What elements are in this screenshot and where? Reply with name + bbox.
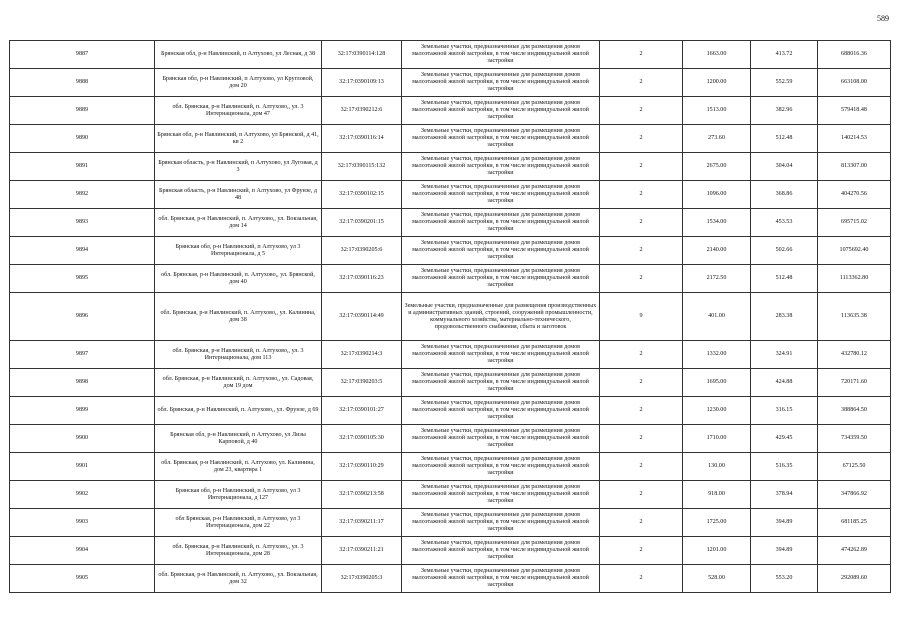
table-row <box>10 509 891 537</box>
table-row <box>10 537 891 565</box>
table-row <box>10 369 891 397</box>
cadastral-number-cell: 32:17:0390211:17 <box>322 509 402 537</box>
use-group-cell: 2 <box>600 341 683 369</box>
cadastral-value-cell: 813307.00 <box>818 153 891 181</box>
record-number-cell: 9892 <box>10 181 155 209</box>
address-cell: Брянская обл, р-н Навлинский, п Алтухово, ул Лизы Карповой, д 40 <box>155 425 322 453</box>
use-group-cell: 2 <box>600 565 683 593</box>
address-cell: обл Брянская, р-н Навлинский, п Алтухово, ул 3 Интернационала, дом 22 <box>155 509 322 537</box>
use-group-cell: 2 <box>600 397 683 425</box>
specific-value-cell: 502.66 <box>751 237 818 265</box>
record-number-cell: 9897 <box>10 341 155 369</box>
record-number-cell: 9905 <box>10 565 155 593</box>
area-cell: 2172.50 <box>683 265 751 293</box>
area-cell: 1695.00 <box>683 369 751 397</box>
land-use-cell: Земельные участки, предназначенные для размещения домов малоэтажной жилой застройки, в том числе индивидуальной жилой застройки <box>402 209 600 237</box>
address-cell: Брянская обл, р-н Навлинский, п Алтухово, ул Брянской, д 41, кв 2 <box>155 125 322 153</box>
cadastral-value-cell: 1113362.80 <box>818 265 891 293</box>
use-group-cell: 2 <box>600 209 683 237</box>
use-group-cell: 2 <box>600 537 683 565</box>
table-body <box>10 41 891 593</box>
land-use-cell: Земельные участки, предназначенные для размещения домов малоэтажной жилой застройки, в том числе индивидуальной жилой застройки <box>402 565 600 593</box>
land-use-cell: Земельные участки, предназначенные для размещения домов малоэтажной жилой застройки, в том числе индивидуальной жилой застройки <box>402 181 600 209</box>
address-cell: обл. Брянская, р-н Навлинский, п. Алтухово,, ул. 3 Интернационала, дом 28 <box>155 537 322 565</box>
record-number-cell: 9898 <box>10 369 155 397</box>
cadastral-value-cell: 140214.53 <box>818 125 891 153</box>
record-number-cell: 9895 <box>10 265 155 293</box>
use-group-cell: 9 <box>600 293 683 341</box>
table-row <box>10 341 891 369</box>
area-cell: 1201.00 <box>683 537 751 565</box>
record-number-cell: 9899 <box>10 397 155 425</box>
table-row <box>10 181 891 209</box>
area-cell: 130.00 <box>683 453 751 481</box>
area-cell: 1663.00 <box>683 41 751 69</box>
address-cell: Брянская обл, р-н Навлинский, п Алтухово, ул Кругловой, дом 20 <box>155 69 322 97</box>
cadastral-value-table <box>9 40 891 593</box>
land-use-cell: Земельные участки, предназначенные для размещения домов малоэтажной жилой застройки, в том числе индивидуальной жилой застройки <box>402 69 600 97</box>
table-row <box>10 237 891 265</box>
land-use-cell: Земельные участки, предназначенные для размещения домов малоэтажной жилой застройки, в том числе индивидуальной жилой застройки <box>402 341 600 369</box>
land-use-cell: Земельные участки, предназначенные для размещения домов малоэтажной жилой застройки, в том числе индивидуальной жилой застройки <box>402 509 600 537</box>
land-use-cell: Земельные участки, предназначенные для размещения домов малоэтажной жилой застройки, в том числе индивидуальной жилой застройки <box>402 153 600 181</box>
table-row <box>10 293 891 341</box>
land-use-cell: Земельные участки, предназначенные для размещения домов малоэтажной жилой застройки, в том числе индивидуальной жилой застройки <box>402 397 600 425</box>
use-group-cell: 2 <box>600 69 683 97</box>
table-row <box>10 125 891 153</box>
specific-value-cell: 316.15 <box>751 397 818 425</box>
cadastral-number-cell: 32:17:0390201:15 <box>322 209 402 237</box>
record-number-cell: 9901 <box>10 453 155 481</box>
use-group-cell: 2 <box>600 237 683 265</box>
address-cell: Брянская обл, р-н Навлинский, п Алтухово, ул 3 Интернационала, д 5 <box>155 237 322 265</box>
address-cell: Брянская обл, р-н Навлинский, п Алтухово, ул 3 Интернационала, д 127 <box>155 481 322 509</box>
table-row <box>10 69 891 97</box>
record-number-cell: 9900 <box>10 425 155 453</box>
land-use-cell: Земельные участки, предназначенные для размещения домов малоэтажной жилой застройки, в том числе индивидуальной жилой застройки <box>402 537 600 565</box>
record-number-cell: 9891 <box>10 153 155 181</box>
cadastral-value-cell: 688016.36 <box>818 41 891 69</box>
cadastral-value-cell: 579418.48 <box>818 97 891 125</box>
specific-value-cell: 382.96 <box>751 97 818 125</box>
table-row <box>10 425 891 453</box>
address-cell: обл. Брянская, р-н Навлинский, п. Алтухово,, ул. 3 Интернационала, дом 47 <box>155 97 322 125</box>
cadastral-number-cell: 32:17:0390213:58 <box>322 481 402 509</box>
use-group-cell: 2 <box>600 453 683 481</box>
specific-value-cell: 516.35 <box>751 453 818 481</box>
land-use-cell: Земельные участки, предназначенные для размещения домов малоэтажной жилой застройки, в том числе индивидуальной жилой застройки <box>402 237 600 265</box>
cadastral-value-cell: 388864.50 <box>818 397 891 425</box>
use-group-cell: 2 <box>600 41 683 69</box>
table-row <box>10 453 891 481</box>
use-group-cell: 2 <box>600 425 683 453</box>
record-number-cell: 9896 <box>10 293 155 341</box>
land-use-cell: Земельные участки, предназначенные для размещения домов малоэтажной жилой застройки, в том числе индивидуальной жилой застройки <box>402 453 600 481</box>
cadastral-number-cell: 32:17:0390205:3 <box>322 565 402 593</box>
land-use-cell: Земельные участки, предназначенные для размещения производственных и административных зданий, строений, сооружений промышленности, коммунального хозяйства, материально-технического, продовольственного снабжения, сбыта и заготовок <box>402 293 600 341</box>
cadastral-number-cell: 32:17:0390203:5 <box>322 369 402 397</box>
cadastral-value-cell: 695715.02 <box>818 209 891 237</box>
land-use-cell: Земельные участки, предназначенные для размещения домов малоэтажной жилой застройки, в том числе индивидуальной жилой застройки <box>402 41 600 69</box>
cadastral-value-cell: 347866.92 <box>818 481 891 509</box>
table-row <box>10 481 891 509</box>
page-number: 589 <box>877 14 889 23</box>
area-cell: 1200.00 <box>683 69 751 97</box>
cadastral-value-cell: 663108.00 <box>818 69 891 97</box>
record-number-cell: 9893 <box>10 209 155 237</box>
cadastral-value-cell: 474262.89 <box>818 537 891 565</box>
use-group-cell: 2 <box>600 153 683 181</box>
area-cell: 1710.00 <box>683 425 751 453</box>
address-cell: обл. Брянская, р-н Навлинский, п. Алтухово,, ул. Вокзальная, дом 32 <box>155 565 322 593</box>
cadastral-number-cell: 32:17:0390114:49 <box>322 293 402 341</box>
cadastral-number-cell: 32:17:0390109:13 <box>322 69 402 97</box>
area-cell: 1096.00 <box>683 181 751 209</box>
record-number-cell: 9904 <box>10 537 155 565</box>
address-cell: Брянская обл, р-н Навлинский, п Алтухово, ул Лесная, д 38 <box>155 41 322 69</box>
record-number-cell: 9894 <box>10 237 155 265</box>
cadastral-number-cell: 32:17:0390116:23 <box>322 265 402 293</box>
area-cell: 1230.00 <box>683 397 751 425</box>
cadastral-number-cell: 32:17:0390115:132 <box>322 153 402 181</box>
cadastral-value-cell: 681185.25 <box>818 509 891 537</box>
area-cell: 1332.00 <box>683 341 751 369</box>
cadastral-number-cell: 32:17:0390105:30 <box>322 425 402 453</box>
area-cell: 273.60 <box>683 125 751 153</box>
address-cell: обл. Брянская, р-н Навлинский, п. Алтухово,, ул. Садовая, дом 19 дом <box>155 369 322 397</box>
specific-value-cell: 512.48 <box>751 125 818 153</box>
land-use-cell: Земельные участки, предназначенные для размещения домов малоэтажной жилой застройки, в том числе индивидуальной жилой застройки <box>402 425 600 453</box>
address-cell: обл. Брянская, р-н Навлинский, п. Алтухово,, ул. Брянской, дом 40 <box>155 265 322 293</box>
record-number-cell: 9890 <box>10 125 155 153</box>
land-use-cell: Земельные участки, предназначенные для размещения домов малоэтажной жилой застройки, в том числе индивидуальной жилой застройки <box>402 481 600 509</box>
cadastral-value-cell: 734359.50 <box>818 425 891 453</box>
specific-value-cell: 553.20 <box>751 565 818 593</box>
area-cell: 1534.00 <box>683 209 751 237</box>
cadastral-number-cell: 32:17:0390211:21 <box>322 537 402 565</box>
record-number-cell: 9888 <box>10 69 155 97</box>
cadastral-number-cell: 32:17:0390101:27 <box>322 397 402 425</box>
cadastral-number-cell: 32:17:0390212:6 <box>322 97 402 125</box>
specific-value-cell: 378.94 <box>751 481 818 509</box>
cadastral-value-cell: 720171.60 <box>818 369 891 397</box>
table-row <box>10 565 891 593</box>
specific-value-cell: 368.86 <box>751 181 818 209</box>
address-cell: обл. Брянская, р-н Навлинский, п. Алтухово, ул. Калинина, дом 23, квартира 1 <box>155 453 322 481</box>
cadastral-value-cell: 292089.60 <box>818 565 891 593</box>
address-cell: Брянская область, р-н Навлинский, п Алтухово, ул Луговая, д 3 <box>155 153 322 181</box>
address-cell: Брянская область, р-н Навлинский, п Алтухово, ул Фрунзе, д 48 <box>155 181 322 209</box>
table-row <box>10 153 891 181</box>
cadastral-value-cell: 113635.38 <box>818 293 891 341</box>
cadastral-value-cell: 67125.50 <box>818 453 891 481</box>
cadastral-number-cell: 32:17:0390102:15 <box>322 181 402 209</box>
use-group-cell: 2 <box>600 369 683 397</box>
use-group-cell: 2 <box>600 481 683 509</box>
address-cell: обл. Брянская, р-н Навлинский, п. Алтухово,, ул. Калинина, дом 38 <box>155 293 322 341</box>
address-cell: обл. Брянская, р-н Навлинский, п. Алтухово,, ул. Фрунзе, д 69 <box>155 397 322 425</box>
use-group-cell: 2 <box>600 125 683 153</box>
area-cell: 1725.00 <box>683 509 751 537</box>
table-row <box>10 97 891 125</box>
record-number-cell: 9889 <box>10 97 155 125</box>
cadastral-number-cell: 32:17:0390110:29 <box>322 453 402 481</box>
specific-value-cell: 512.48 <box>751 265 818 293</box>
table-row <box>10 41 891 69</box>
address-cell: обл. Брянская, р-н Навлинский, п. Алтухово,, ул. 3 Интернационала, дом 113 <box>155 341 322 369</box>
cadastral-value-cell: 404270.56 <box>818 181 891 209</box>
area-cell: 1513.00 <box>683 97 751 125</box>
specific-value-cell: 413.72 <box>751 41 818 69</box>
area-cell: 528.00 <box>683 565 751 593</box>
table-row <box>10 397 891 425</box>
record-number-cell: 9902 <box>10 481 155 509</box>
specific-value-cell: 453.53 <box>751 209 818 237</box>
address-cell: обл. Брянская, р-н Навлинский, п. Алтухово,, ул. Вокзальная, дом 14 <box>155 209 322 237</box>
use-group-cell: 2 <box>600 97 683 125</box>
cadastral-value-cell: 1075692.40 <box>818 237 891 265</box>
use-group-cell: 2 <box>600 181 683 209</box>
cadastral-number-cell: 32:17:0390205:6 <box>322 237 402 265</box>
area-cell: 401.00 <box>683 293 751 341</box>
area-cell: 918.00 <box>683 481 751 509</box>
specific-value-cell: 429.45 <box>751 425 818 453</box>
land-use-cell: Земельные участки, предназначенные для размещения домов малоэтажной жилой застройки, в том числе индивидуальной жилой застройки <box>402 265 600 293</box>
specific-value-cell: 304.04 <box>751 153 818 181</box>
use-group-cell: 2 <box>600 265 683 293</box>
cadastral-value-cell: 432780.12 <box>818 341 891 369</box>
land-use-cell: Земельные участки, предназначенные для размещения домов малоэтажной жилой застройки, в том числе индивидуальной жилой застройки <box>402 369 600 397</box>
cadastral-number-cell: 32:17:0390114:128 <box>322 41 402 69</box>
land-use-cell: Земельные участки, предназначенные для размещения домов малоэтажной жилой застройки, в том числе индивидуальной жилой застройки <box>402 125 600 153</box>
area-cell: 2675.00 <box>683 153 751 181</box>
table-row <box>10 265 891 293</box>
specific-value-cell: 394.89 <box>751 537 818 565</box>
cadastral-number-cell: 32:17:0390116:14 <box>322 125 402 153</box>
record-number-cell: 9887 <box>10 41 155 69</box>
area-cell: 2140.00 <box>683 237 751 265</box>
use-group-cell: 2 <box>600 509 683 537</box>
specific-value-cell: 552.59 <box>751 69 818 97</box>
cadastral-number-cell: 32:17:0390214:3 <box>322 341 402 369</box>
specific-value-cell: 394.89 <box>751 509 818 537</box>
record-number-cell: 9903 <box>10 509 155 537</box>
specific-value-cell: 283.38 <box>751 293 818 341</box>
specific-value-cell: 424.88 <box>751 369 818 397</box>
table-row <box>10 209 891 237</box>
land-use-cell: Земельные участки, предназначенные для размещения домов малоэтажной жилой застройки, в том числе индивидуальной жилой застройки <box>402 97 600 125</box>
specific-value-cell: 324.91 <box>751 341 818 369</box>
